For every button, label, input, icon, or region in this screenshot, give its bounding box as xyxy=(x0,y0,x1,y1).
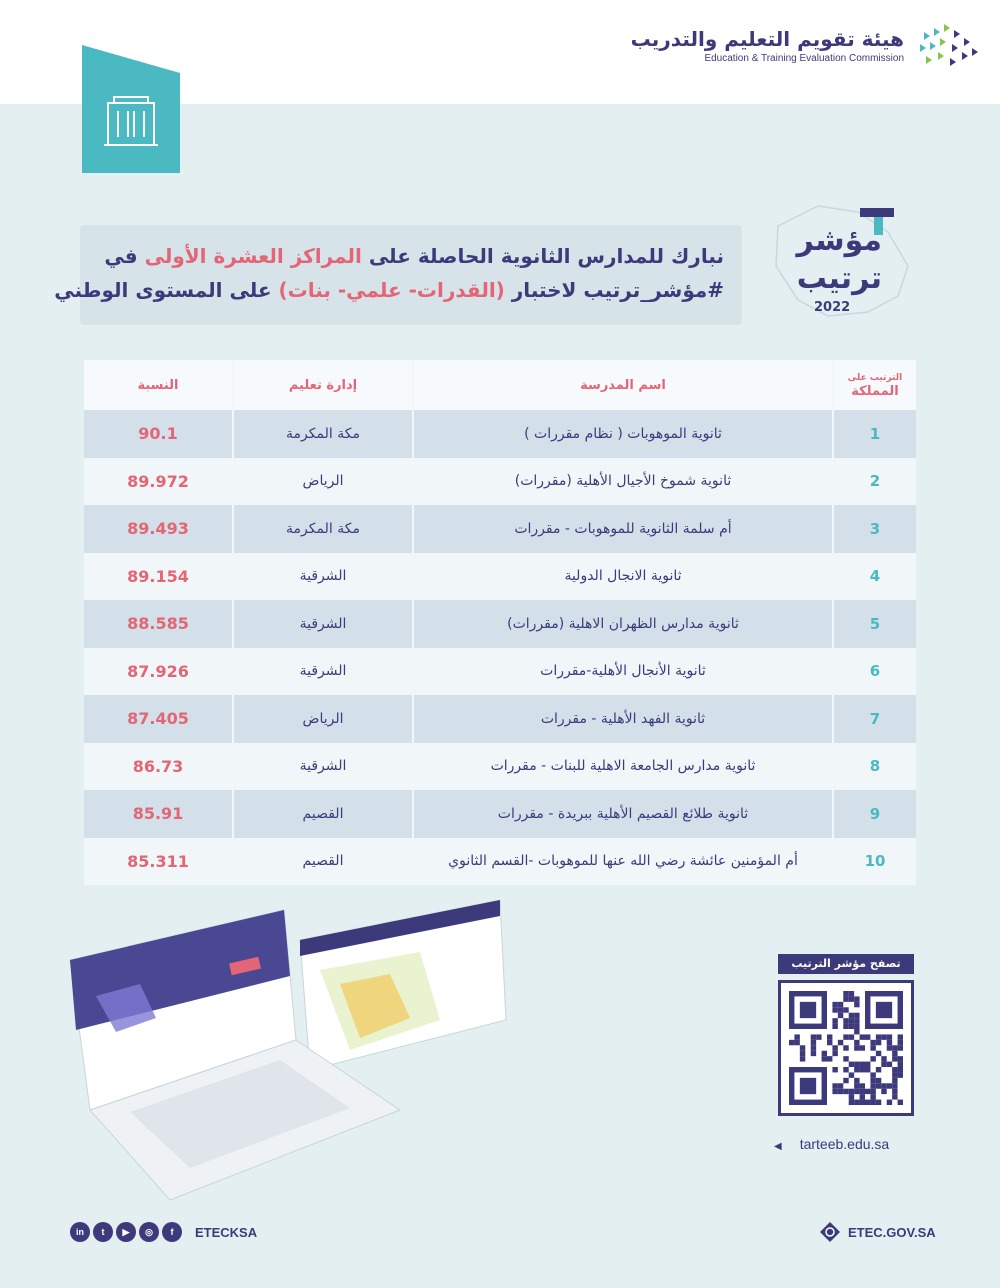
table-row xyxy=(84,458,916,506)
rank-cell: 1 xyxy=(832,410,916,458)
table-row xyxy=(84,600,916,648)
table-row xyxy=(84,743,916,791)
web-url: ETEC.GOV.SA xyxy=(848,1224,936,1240)
school-cell: ثانوية شموخ الأجيال الأهلية (مقررات) xyxy=(412,458,832,506)
table-header xyxy=(84,360,916,410)
dept-cell: الشرقية xyxy=(232,743,412,791)
dept-cell: القصيم xyxy=(232,838,412,886)
header-dept: إدارة تعليم xyxy=(232,360,412,410)
header-score: النسبة xyxy=(84,360,232,410)
score-cell: 87.926 xyxy=(84,648,232,696)
announcement-line-1: نبارك للمدارس الثانوية الحاصلة على المراكز العشرة الأولى في xyxy=(104,244,724,268)
school-cell: أم سلمة الثانوية للموهوبات - مقررات xyxy=(412,505,832,553)
rank-cell: 6 xyxy=(832,648,916,696)
school-cell: أم المؤمنين عائشة رضي الله عنها للموهوبات -القسم الثانوي xyxy=(412,838,832,886)
social-bar xyxy=(70,1222,257,1242)
brand-line-2: ترتيب xyxy=(796,261,882,296)
score-cell: 86.73 xyxy=(84,743,232,791)
school-cell: ثانوية الأنجال الأهلية-مقررات xyxy=(412,648,832,696)
school-cell: ثانوية الانجال الدولية xyxy=(412,553,832,601)
youtube-icon[interactable]: ▶ xyxy=(116,1222,136,1242)
rank-cell: 4 xyxy=(832,553,916,601)
school-cell: ثانوية الموهوبات ( نظام مقررات ) xyxy=(412,410,832,458)
qr-title: تصفح مؤشر الترتيب xyxy=(778,954,914,974)
table-row xyxy=(84,410,916,458)
rank-cell: 2 xyxy=(832,458,916,506)
qr-code[interactable] xyxy=(778,980,914,1116)
rank-cell: 5 xyxy=(832,600,916,648)
header-rank: الترتيب على المملكة xyxy=(832,360,916,410)
brand-year: 2022 xyxy=(814,300,851,315)
table-row xyxy=(84,505,916,553)
school-cell: ثانوية طلائع القصيم الأهلية ببريدة - مقررات xyxy=(412,790,832,838)
dept-cell: القصيم xyxy=(232,790,412,838)
dept-cell: الشرقية xyxy=(232,600,412,648)
social-handle: ETECKSA xyxy=(195,1224,258,1240)
school-cell: ثانوية الفهد الأهلية - مقررات xyxy=(412,695,832,743)
score-cell: 85.91 xyxy=(84,790,232,838)
score-cell: 88.585 xyxy=(84,600,232,648)
rank-cell: 7 xyxy=(832,695,916,743)
score-cell: 89.493 xyxy=(84,505,232,553)
site-link[interactable]: ◀ tarteeb.edu.sa xyxy=(774,1136,890,1152)
score-cell: 89.154 xyxy=(84,553,232,601)
dept-cell: مكة المكرمة xyxy=(232,410,412,458)
etec-logo xyxy=(631,22,982,68)
table-row xyxy=(84,553,916,601)
dept-cell: الشرقية xyxy=(232,553,412,601)
twitter-icon[interactable]: t xyxy=(93,1222,113,1242)
web-link[interactable] xyxy=(820,1222,936,1242)
rank-cell: 9 xyxy=(832,790,916,838)
org-name-ar: هيئة تقويم التعليم والتدريب xyxy=(630,26,904,51)
facebook-icon[interactable]: f xyxy=(162,1222,182,1242)
table-row xyxy=(84,790,916,838)
instagram-icon[interactable]: ◎ xyxy=(139,1222,159,1242)
globe-icon xyxy=(820,1222,840,1242)
arrow-left-icon: ◀ xyxy=(774,1141,782,1152)
score-cell: 87.405 xyxy=(84,695,232,743)
etec-logo-icon xyxy=(916,22,982,68)
qr-code-icon xyxy=(789,991,903,1105)
laptop-mockups-image xyxy=(60,900,520,1230)
rank-cell: 8 xyxy=(832,743,916,791)
announcement-line-2: #مؤشر_ترتيب لاختبار (القدرات- علمي- بنات) على المستوى الوطني xyxy=(54,278,724,302)
ranking-table xyxy=(84,360,916,885)
qr-block xyxy=(778,954,914,1116)
org-name-en: Education & Training Evaluation Commission xyxy=(704,52,904,64)
dept-cell: الشرقية xyxy=(232,648,412,696)
header-school: اسم المدرسة xyxy=(412,360,832,410)
dept-cell: مكة المكرمة xyxy=(232,505,412,553)
rank-cell: 10 xyxy=(832,838,916,886)
score-cell: 89.972 xyxy=(84,458,232,506)
dept-cell: الرياض xyxy=(232,695,412,743)
table-row xyxy=(84,648,916,696)
brand-line-1: مؤشر xyxy=(796,223,882,258)
school-cell: ثانوية مدارس الظهران الاهلية (مقررات) xyxy=(412,600,832,648)
building-tab xyxy=(82,45,180,173)
rank-cell: 3 xyxy=(832,505,916,553)
school-cell: ثانوية مدارس الجامعة الاهلية للبنات - مقررات xyxy=(412,743,832,791)
table-row xyxy=(84,838,916,886)
linkedin-icon[interactable]: in xyxy=(70,1222,90,1242)
table-row xyxy=(84,695,916,743)
score-cell: 90.1 xyxy=(84,410,232,458)
table-body xyxy=(84,410,916,885)
announcement-card xyxy=(54,225,742,325)
tarteeb-brand xyxy=(758,196,918,324)
dept-cell: الرياض xyxy=(232,458,412,506)
score-cell: 85.311 xyxy=(84,838,232,886)
